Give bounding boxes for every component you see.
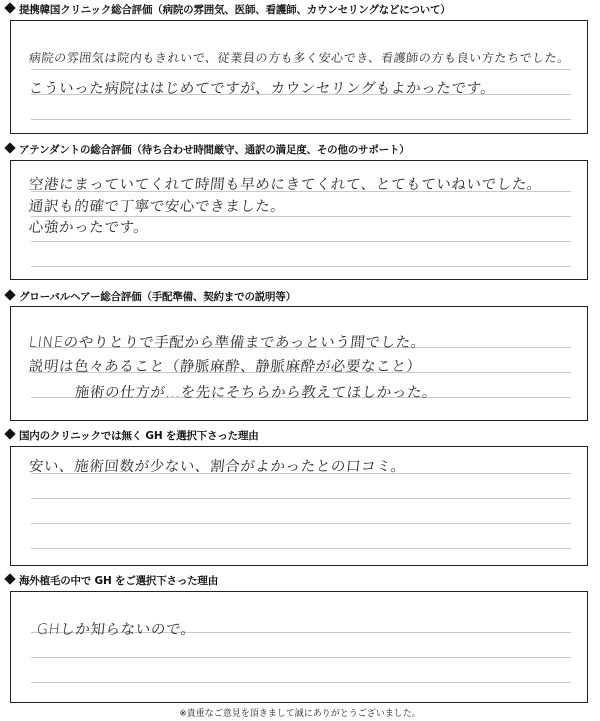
handwritten-line: 心強かったです。 — [28, 220, 150, 236]
section-heading: アテンダントの総合評価（待ち合わせ時間厳守、通訳の満足度、その他のサポート） — [4, 142, 410, 157]
section-heading: 国内のクリニックでは無く GH を選択下さった理由 — [4, 428, 259, 443]
diamond-bullet-icon — [4, 142, 15, 153]
handwritten-line: こういった病院ははじめてですが、カウンセリングもよかったです。 — [28, 81, 497, 97]
handwritten-line: 病院の雰囲気は院内もきれいで、従業員の方も多く安心でき、看護師の方も良い方たちでした。 — [28, 51, 571, 65]
handwritten-line: 説明は色々あること（静脈麻酔、静脈麻酔が必要なこと） — [28, 359, 423, 375]
handwritten-line: 施術の仕方が…を先にそちらから教えてほしかった。 — [74, 385, 439, 401]
diamond-bullet-icon — [4, 289, 15, 300]
handwritten-line: 通訳も的確で丁寧で安心できました。 — [28, 199, 287, 215]
comment-box — [10, 446, 588, 566]
diamond-bullet-icon — [4, 573, 15, 584]
section-heading: 提携韓国クリニック総合評価（病院の雰囲気、医師、看護師、カウンセリングなどについて） — [4, 2, 451, 17]
handwritten-line: 安い、施術回数が少ない、割合がよかったとの口コミ。 — [28, 459, 407, 475]
comment-box — [10, 160, 588, 280]
comment-box — [10, 306, 588, 421]
handwritten-line: LINEのやりとりで手配から準備まであっという間でした。 — [28, 335, 427, 351]
section-heading: 海外植毛の中で GH をご選択下さった理由 — [4, 573, 218, 588]
section-heading: グローバルヘアー総合評価（手配準備、契約までの説明等） — [4, 289, 296, 304]
comment-box — [10, 20, 588, 134]
footer-note: ※貴重なご意見を頂きまして誠にありがとうございました。 — [179, 709, 421, 719]
comment-box — [10, 591, 588, 703]
handwritten-line: 空港にまっていてくれて時間も早めにきてくれて、とてもていねいでした。 — [28, 177, 543, 193]
diamond-bullet-icon — [4, 428, 15, 439]
handwritten-line: GHしか知らないので。 — [36, 622, 197, 638]
diamond-bullet-icon — [4, 2, 15, 13]
